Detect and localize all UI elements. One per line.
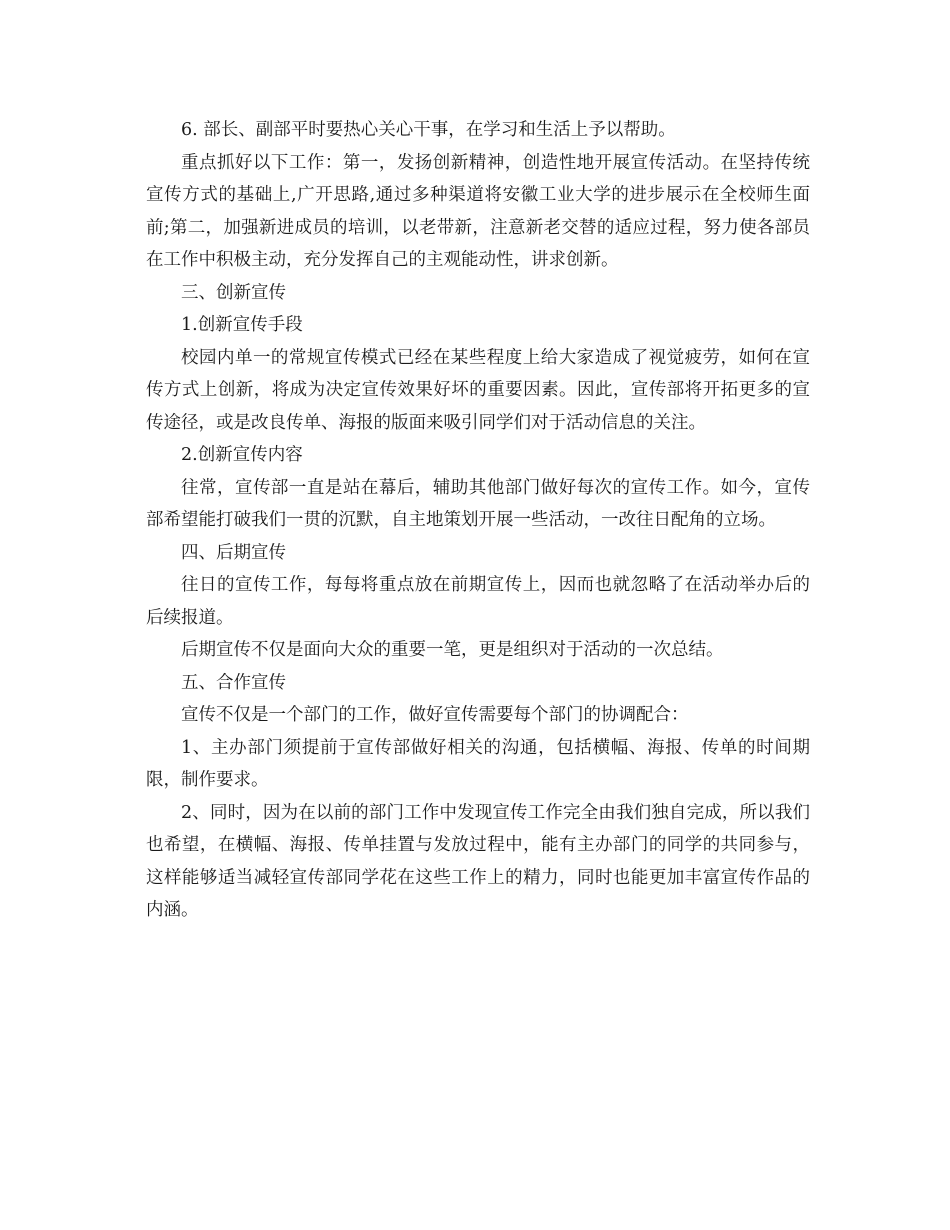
subheading-innovation-content: 2.创新宣传内容 — [181, 445, 303, 465]
section-heading-cooperation: 五、合作宣传 — [181, 672, 286, 693]
paragraph-innovation-means: 校园内单一的常规宣传模式已经在某些程度上给大家造成了视觉疲劳，如何在宣传方式上创新，将成为决定宣传效果好坏的重要因素。因此，宣传部将开拓更多的宣传途径，或是改良传单、海报的版面来吸引同学们对于活动信息的关注。 — [146, 347, 810, 433]
paragraph-follow-up-1: 往日的宣传工作，每每将重点放在前期宣传上，因而也就忽略了在活动举办后的后续报道。 — [146, 575, 810, 628]
paragraph-follow-up-2: 后期宣传不仅是面向大众的重要一笔，更是组织对于活动的一次总结。 — [181, 640, 724, 660]
paragraph-key-work: 重点抓好以下工作：第一，发扬创新精神，创造性地开展宣传活动。在坚持传统宣传方式的基础上,广开思路,通过多种渠道将安徽工业大学的进步展示在全校师生面前;第二，加强新进成员的培训，以老带新，注意新老交替的适应过程，努力使各部员在工作中积极主动，充分发挥自己的主观能动性，讲求创新。 — [146, 152, 810, 270]
section-heading-follow-up: 四、后期宣传 — [181, 542, 286, 563]
paragraph-innovation-content: 往常，宣传部一直是站在幕后，辅助其他部门做好每次的宣传工作。如今，宣传部希望能打破我们一贯的沉默，自主地策划开展一些活动，一改往日配角的立场。 — [146, 477, 810, 530]
section-heading-innovation: 三、创新宣传 — [181, 282, 286, 303]
paragraph-cooperation-intro: 宣传不仅是一个部门的工作，做好宣传需要每个部门的协调配合： — [181, 705, 689, 725]
paragraph-cooperation-item-2: 2、同时，因为在以前的部门工作中发现宣传工作完全由我们独自完成，所以我们也希望，在横幅、海报、传单挂置与发放过程中，能有主办部门的同学的共同参与，这样能够适当减轻宣传部同学花在这些工作上的精力，同时也能更加丰富宣传作品的内涵。 — [146, 802, 810, 920]
paragraph-cooperation-item-1: 1、主办部门须提前于宣传部做好相关的沟通，包括横幅、海报、传单的时间期限，制作要求。 — [146, 737, 810, 790]
subheading-innovation-means: 1.创新宣传手段 — [181, 315, 303, 335]
document-body — [146, 114, 810, 927]
paragraph-duty-item-6: 6. 部长、副部平时要热心关心干事，在学习和生活上予以帮助。 — [181, 120, 676, 140]
